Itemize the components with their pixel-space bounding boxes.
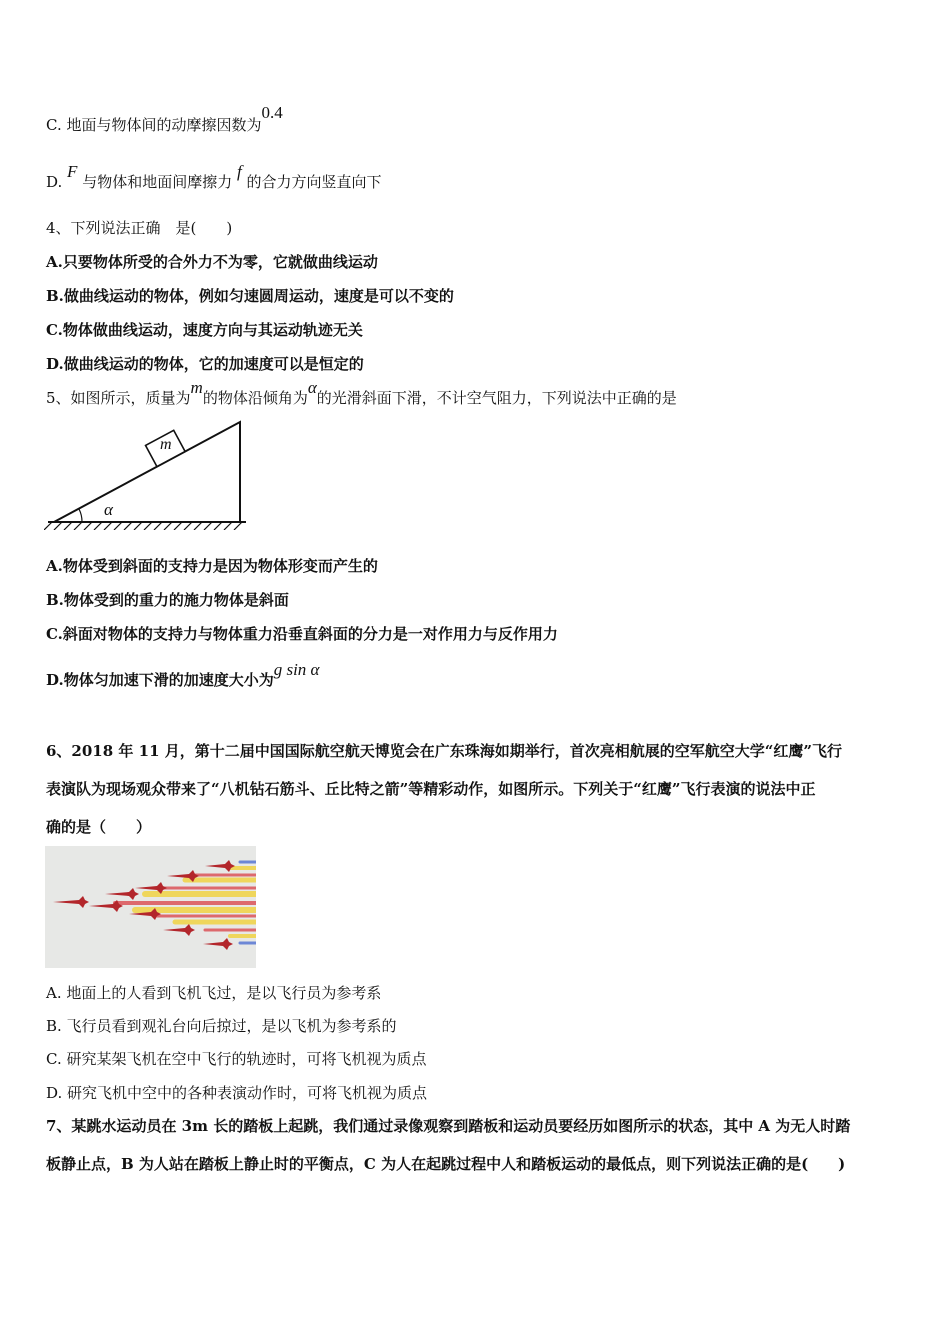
q4-option-d: D.做曲线运动的物体，它的加速度可以是恒定的	[46, 355, 364, 373]
q3-option-c	[46, 103, 283, 135]
q3-option-d-mid: 与物体和地面间摩擦力	[77, 173, 237, 191]
incline-figure	[44, 418, 250, 530]
q3-option-d-suffix: 的合力方向竖直向下	[241, 173, 382, 191]
q3-option-c-text: C. 地面与物体间的动摩擦因数为	[46, 116, 262, 134]
q5-stem-c: 的光滑斜面下滑，不计空气阻力，下列说法中正确的是	[316, 389, 677, 407]
q5-stem-m: m	[190, 378, 203, 397]
q5-stem	[46, 378, 677, 408]
q4-stem: 4、下列说法正确 是( )	[46, 219, 233, 237]
q5-stem-a: 5、如图所示，质量为	[46, 389, 191, 407]
q5-option-d-text: D.物体匀加速下滑的加速度大小为	[46, 671, 274, 689]
q6-option-a: A. 地面上的人看到飞机飞过，是以飞行员为参考系	[46, 984, 382, 1002]
airshow-photo	[45, 846, 256, 968]
q3-option-c-math: 0.4	[261, 103, 283, 122]
ground-hatching	[44, 522, 242, 530]
q5-stem-b: 的物体沿倾角为	[202, 389, 308, 407]
q4-option-b: B.做曲线运动的物体，例如匀速圆周运动，速度是可以不变的	[46, 287, 454, 305]
q6-option-c: C. 研究某架飞机在空中飞行的轨迹时，可将飞机视为质点	[46, 1050, 427, 1068]
incline-triangle	[54, 422, 240, 522]
angle-arc	[79, 509, 82, 522]
q4-option-c: C.物体做曲线运动，速度方向与其运动轨迹无关	[46, 321, 363, 339]
q3-option-d	[46, 162, 382, 192]
q5-option-a: A.物体受到斜面的支持力是因为物体形变而产生的	[46, 557, 378, 575]
q5-option-d	[46, 660, 320, 690]
mass-label: m	[160, 436, 172, 453]
q6-stem-line3: 确的是（ ）	[46, 818, 152, 836]
q6-option-d: D. 研究飞机中空中的各种表演动作时，可将飞机视为质点	[46, 1084, 428, 1102]
q3-option-d-prefix: D.	[46, 173, 68, 191]
q7-stem-line1: 7、某跳水运动员在 3m 长的踏板上起跳，我们通过录像观察到踏板和运动员要经历如图所示的状态，其中 A 为无人时踏	[46, 1117, 851, 1135]
q6-stem-line1: 6、2018 年 11 月，第十二届中国国际航空航天博览会在广东珠海如期举行，首次亮相航展的空军航空大学“红鹰”飞行	[46, 742, 842, 760]
q4-option-a: A.只要物体所受的合外力不为零，它就做曲线运动	[46, 253, 378, 271]
q3-option-d-math-fric: f	[236, 162, 242, 181]
q6-stem-line2: 表演队为现场观众带来了“八机钻石筋斗、丘比特之箭”等精彩动作，如图所示。下列关于“红鹰”飞行表演的说法中正	[46, 780, 816, 798]
q6-option-b: B. 飞行员看到观礼台向后掠过，是以飞机为参考系的	[46, 1017, 397, 1035]
q5-stem-alpha: α	[307, 378, 317, 397]
q7-stem-line2: 板静止点，B 为人站在踏板上静止时的平衡点，C 为人在起跳过程中人和踏板运动的最低点，则下列说法正确的是( )	[46, 1155, 846, 1173]
q5-option-b: B.物体受到的重力的施力物体是斜面	[46, 591, 289, 609]
q3-option-d-math-f: F	[67, 162, 78, 181]
q5-option-d-math: g sin α	[273, 660, 320, 679]
q5-option-c: C.斜面对物体的支持力与物体重力沿垂直斜面的分力是一对作用力与反作用力	[46, 625, 558, 643]
angle-label: α	[104, 500, 113, 519]
